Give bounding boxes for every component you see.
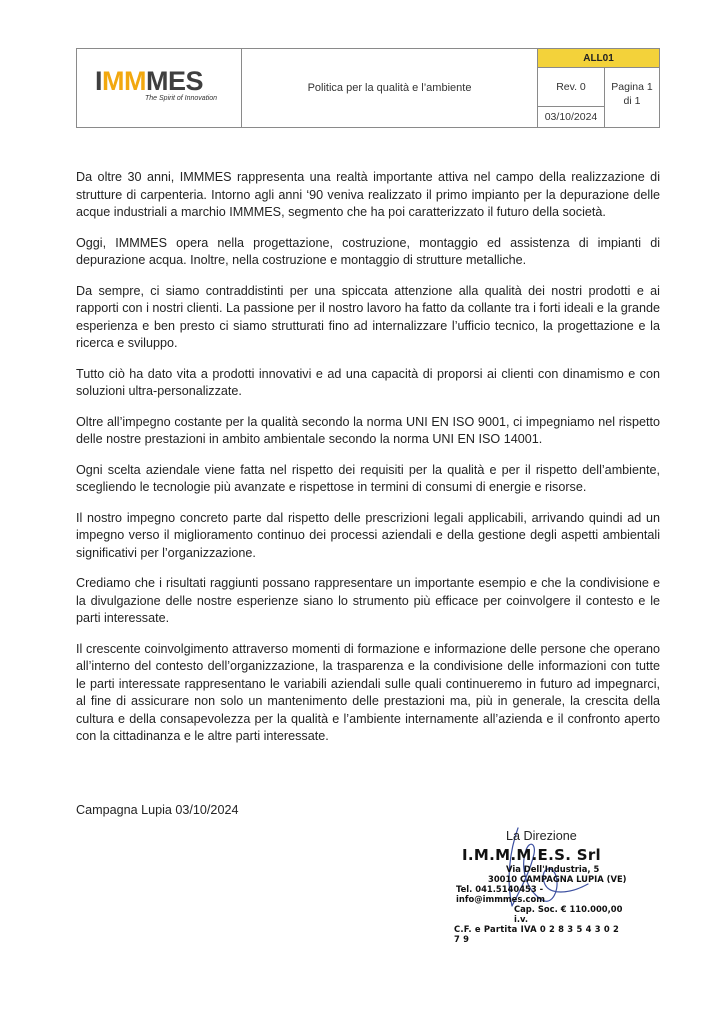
company-stamp [452, 846, 627, 944]
stamp-address: Via Dell'Industria, 5 [506, 864, 600, 874]
place-and-date: Campagna Lupia 03/10/2024 [76, 803, 239, 817]
paragraph: Crediamo che i risultati raggiunti possano rappresentare un importante esempio e che la condivisione e la divulgazione delle nostre esperienze siano lo strumento più efficace per coinvolgere il contesto e le parti interessate. [76, 576, 660, 625]
stamp-company: I.M.M.M.E.S. Srl [462, 846, 601, 864]
company-logo [95, 67, 217, 102]
logo-cell [76, 48, 242, 128]
document-title: Politica per la qualità e l’ambiente [241, 48, 538, 128]
stamp-city: 30010 CAMPAGNA LUPIA (VE) [488, 874, 627, 884]
paragraph: Il crescente coinvolgimento attraverso momenti di formazione e informazione delle persone che operano all’interno del contesto dell’organizzazione, la trasparenza e la condivisione delle informazioni con tutte le parti interessate rappresentano le variabili aziendali sulle quali continueremo in futuro ad impegnarci, al fine di assicurare non solo un mantenimento delle prestazioni ma, più in generale, la crescita della cultura e della consapevolezza per la qualità e l’ambiente internamente all’azienda e il confronto aperto con la cittadinanza e le altre parti interessate. [76, 641, 660, 743]
signatory-label: La Direzione [506, 829, 577, 843]
paragraph: Da oltre 30 anni, IMMMES rappresenta una realtà importante attiva nel campo della realizzazione di strutture di carpenteria. Intorno agli anni ‘90 veniva realizzato il primo impianto per la depurazione delle acque industriali a marchio IMMMES, segmento che ha poi caratterizzato il futuro della società. [76, 170, 660, 219]
policy-body [76, 169, 660, 759]
paragraph: Ogni scelta aziendale viene fatta nel rispetto dei requisiti per la qualità e per il rispetto dell’ambiente, scegliendo le tecnologie più avanzate e rispettose in termini di consumi di energie e risorse. [76, 462, 660, 494]
revision-label: Rev. 0 [537, 67, 605, 107]
page-number-line2: di 1 [623, 95, 641, 107]
stamp-contacts: Tel. 041.5140453 - info@immmes.com [456, 884, 545, 904]
stamp-capital: Cap. Soc. € 110.000,00 i.v. [514, 904, 623, 924]
paragraph: Oggi, IMMMES opera nella progettazione, costruzione, montaggio ed assistenza di impianti di depurazione acqua. Inoltre, nella costruzione e montaggio di strutture metalliche. [76, 235, 660, 267]
logo-wordmark: IMMMES [95, 66, 204, 96]
document-header [76, 48, 660, 128]
paragraph: Oltre all’impegno costante per la qualità secondo la norma UNI EN ISO 9001, ci impegniamo nel rispetto delle nostre prestazioni in ambito ambientale secondo la norma UNI EN ISO 14001. [76, 414, 660, 446]
page-number-line1: Pagina 1 [611, 81, 653, 93]
paragraph: Da sempre, ci siamo contraddistinti per una spiccata attenzione alla qualità dei nostri prodotti e ai rapporti con i nostri clienti. La passione per il nostro lavoro ha fatto da collante tra i forti ideali e la grande esperienza e ben presto ci siamo strutturati fino ad internalizzare l’ufficio tecnico, la progettazione e la ricerca e sviluppo. [76, 283, 660, 350]
document-code: ALL01 [537, 48, 660, 68]
revision-date: 03/10/2024 [537, 106, 605, 128]
paragraph: Il nostro impegno concreto parte dal rispetto delle prescrizioni legali applicabili, arrivando quindi ad un impegno verso il miglioramento continuo dei processi aziendali e della gestione degli aspetti ambientali significativi per l’organizzazione. [76, 510, 660, 560]
paragraph: Tutto ciò ha dato vita a prodotti innovativi e ad una capacità di proporsi ai clienti con dinamismo e con soluzioni ultra-personalizzate. [76, 366, 660, 398]
stamp-vat: C.F. e Partita IVA 0 2 8 3 5 4 3 0 2 7 9 [454, 924, 620, 944]
logo-tagline: The Spirit of Innovation [145, 95, 217, 102]
page-number [604, 67, 660, 128]
